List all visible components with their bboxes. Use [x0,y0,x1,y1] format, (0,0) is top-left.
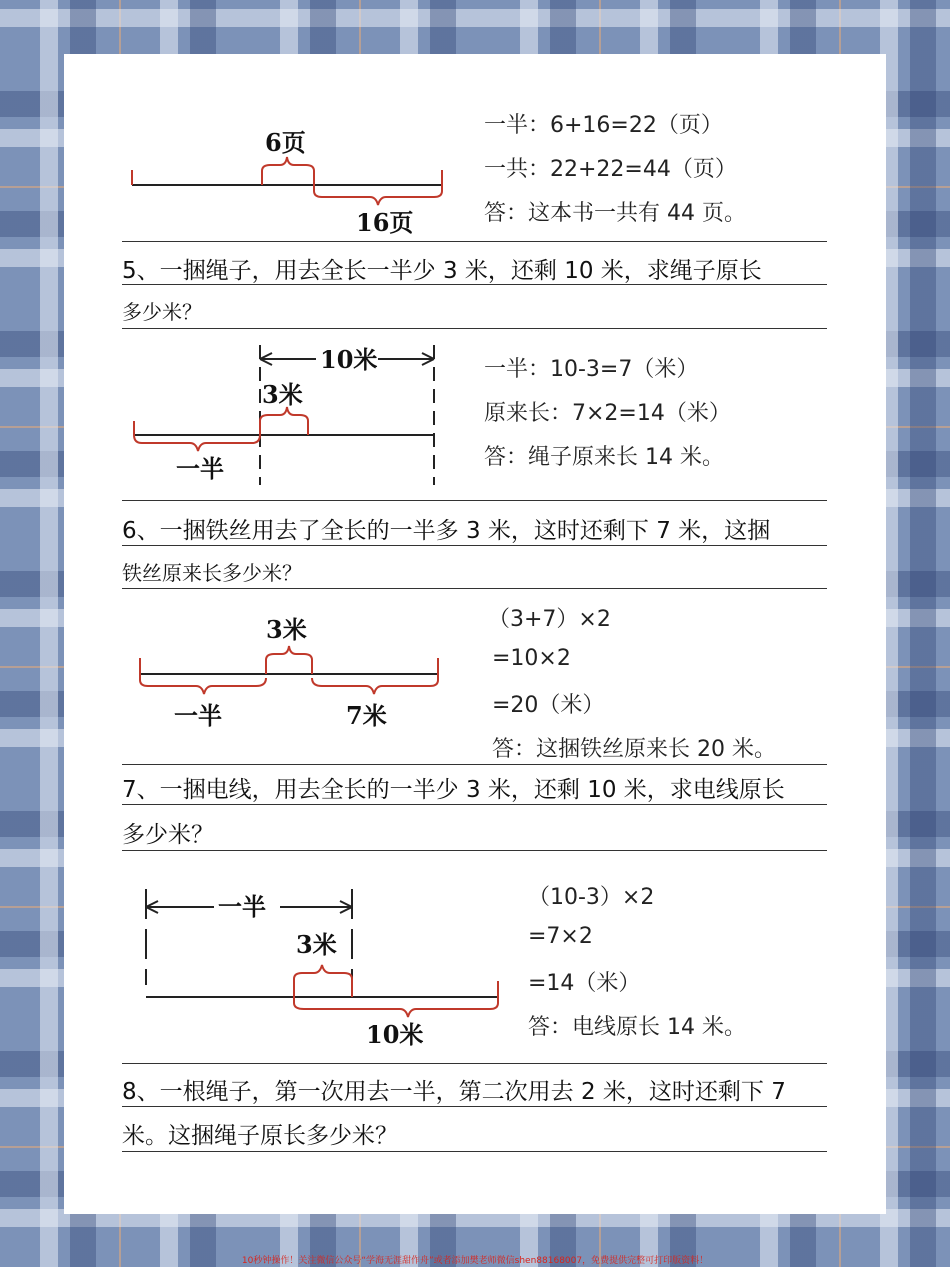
label-10m: 10米 [366,1020,424,1049]
rule [122,500,827,501]
p6-answer-2: =10×2 [492,646,571,671]
p5-question-line1: 5、一捆绳子，用去全长一半少 3 米，还剩 10 米，求绳子原长 [122,258,762,284]
label-3m: 3米 [296,930,337,959]
problem4-diagram [120,115,460,245]
rule [122,764,827,765]
p6-answer-1: （3+7）×2 [488,607,611,632]
label-7m: 7米 [346,701,387,730]
p7-answer-3: =14（米） [528,971,641,996]
rule [122,1106,827,1107]
label-16-pages: 16页 [356,208,414,237]
label-10m: 10米 [320,345,378,374]
rule [122,850,827,851]
label-half: 一半 [218,892,266,921]
p8-question-line1: 8、一根绳子，第一次用去一半，第二次用去 2 米，这时还剩下 7 [122,1079,786,1105]
rule [122,1063,827,1064]
p6-question-line2: 铁丝原来长多少米？ [122,561,302,585]
label-half: 一半 [174,701,222,730]
p6-answer-3: =20（米） [492,693,605,718]
rule [122,241,827,242]
rule [122,328,827,329]
p7-answer-4: 答：电线原长 14 米。 [528,1015,746,1040]
label-half: 一半 [176,454,224,483]
problem7-diagram [130,875,510,1055]
rule [122,545,827,546]
problem5-diagram [120,335,460,495]
p6-question-line1: 6、一捆铁丝用去了全长的一半多 3 米，这时还剩下 7 米，这捆 [122,518,771,544]
p5-question-line2: 多少米？ [122,300,202,324]
footer-notice: 10秒钟操作！关注微信公众号“学海无涯甜作舟”或者添加樊老师微信shen88168007，免费提供完整可打印版资料！ [241,1256,709,1266]
rule [122,1151,827,1152]
p8-question-line2: 米。这捆绳子原长多少米？ [122,1123,398,1149]
problem6-diagram [120,608,460,738]
label-3m: 3米 [262,380,303,409]
p7-question-line2: 多少米？ [122,822,214,848]
p7-answer-2: =7×2 [528,924,593,949]
p7-answer-1: （10-3）×2 [528,885,655,910]
p5-answer-3: 答：绳子原来长 14 米。 [484,445,724,470]
p4-answer-1: 一半：6+16=22（页） [484,113,723,138]
rule [122,804,827,805]
p4-answer-2: 一共：22+22=44（页） [484,157,737,182]
p4-answer-3: 答：这本书一共有 44 页。 [484,201,746,226]
rule [122,588,827,589]
p5-answer-1: 一半：10-3=7（米） [484,357,699,382]
p5-answer-2: 原来长：7×2=14（米） [484,401,731,426]
label-6-pages: 6页 [265,128,306,157]
p6-answer-4: 答：这捆铁丝原来长 20 米。 [492,737,776,762]
p7-question-line1: 7、一捆电线，用去全长的一半少 3 米，还剩 10 米，求电线原长 [122,777,785,803]
rule [122,284,827,285]
label-3m: 3米 [266,615,307,644]
